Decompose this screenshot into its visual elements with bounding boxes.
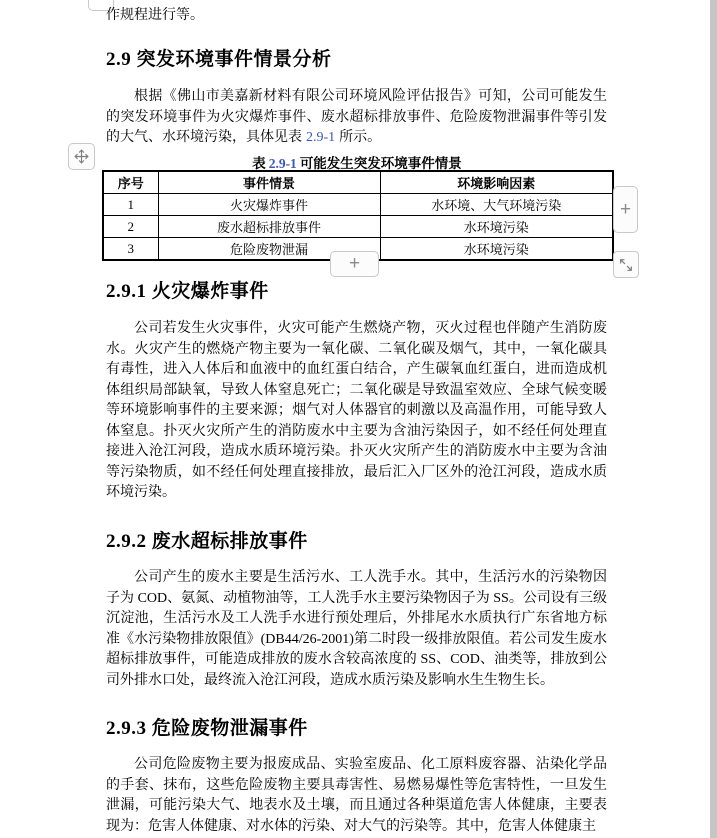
table-cell: 2 <box>103 216 158 238</box>
table-header-cell: 环境影响因素 <box>380 171 613 194</box>
move-icon <box>73 148 90 165</box>
caption-ref-number: 2.9-1 <box>268 156 297 171</box>
table-cell: 火灾爆炸事件 <box>158 194 380 216</box>
table-expand-button[interactable] <box>613 251 639 278</box>
table-cell: 3 <box>103 238 158 261</box>
section-heading-2-9-3: 2.9.3 危险废物泄漏事件 <box>106 718 308 739</box>
intro-paragraph <box>106 87 607 149</box>
table-ref-link[interactable]: 2.9-1 <box>306 130 336 145</box>
section-heading-2-9-1: 2.9.1 火灾爆炸事件 <box>106 281 269 302</box>
section-2-9-2-paragraph: 公司产生的废水主要是生活污水、工人洗手水。其中，生活污水的污染物因子为 COD、氨氮、动植物油等，工人洗手水主要污染物因子为 SS。公司设有三级沉淀池，生活污水及工人洗手水进行预处理后，外排尾水水质执行广东省地方标准《水污染物排放限值》(DB44/26-2001)第二时段一级排放限值。若公司发生废水超标排放事件，可能造成排放的废水含较高浓度的 SS、COD、油类等，排放到公司外排水口处，最终流入沧江河段，造成水质污染及影响水生生物生长。 <box>106 570 607 688</box>
paragraph-fragment: 作规程进行等。 <box>106 8 204 23</box>
table-cell: 废水超标排放事件 <box>158 216 380 238</box>
table-insert-below-button[interactable] <box>330 251 379 277</box>
table-cell: 危险废物泄漏 <box>158 238 380 261</box>
caption-title: 可能发生突发环境事件情景 <box>299 156 462 171</box>
vertical-scrollbar[interactable] <box>710 0 717 838</box>
table-caption <box>102 152 612 172</box>
intro-text-before: 根据《佛山市美嘉新材料有限公司环境风险评估报告》可知，公司可能发生的突发环境事件为火灾爆炸事件、废水超标排放事件、危险废物泄漏事件等引发的大气、水环境污染，具体见表 <box>106 89 607 145</box>
table-move-handle[interactable] <box>68 143 95 170</box>
plus-icon: + <box>348 253 361 274</box>
section-2-9-1-paragraph: 公司若发生火灾事件，火灾可能产生燃烧产物，灭火过程也伴随产生消防废水。火灾产生的燃烧产物主要为一氧化碳、二氧化碳及烟气，其中，一氧化碳具有毒性，进入人体后和血液中的血红蛋白结合，产生碳氧血红蛋白，进而造成机体组织局部缺氧，导致人体窒息死亡；二氧化碳是导致温室效应、全球气候变暖等环境影响事件的主要来源；烟气对人体器官的刺激以及高温作用，可能导致人体窒息。扑灭火灾所产生的消防废水中主要为含油污染因子，如不经任何处理直接进入沧江河段，造成水质环境污染。扑灭火灾所产生的消防废水中主要为含油等污染物质，如不经任何处理直接排放，最后汇入厂区外的沧江河段，造成水质环境污染。 <box>106 321 607 500</box>
table-cell: 水环境污染 <box>380 216 613 238</box>
table-header-row <box>103 171 613 194</box>
table-cell: 水环境、大气环境污染 <box>380 194 613 216</box>
table-cell: 水环境污染 <box>380 238 613 261</box>
table-row <box>103 194 613 216</box>
caption-prefix: 表 <box>252 156 266 171</box>
plus-icon: + <box>619 198 632 220</box>
table-cell: 1 <box>103 194 158 216</box>
table-header-cell: 序号 <box>103 171 158 194</box>
table-header-cell: 事件情景 <box>158 171 380 194</box>
section-heading-2-9-2: 2.9.2 废水超标排放事件 <box>106 531 308 552</box>
table-row <box>103 216 613 238</box>
expand-icon <box>618 257 634 273</box>
section-2-9-3-paragraph: 公司危险废物主要为报废成品、实验室废品、化工原料废容器、沾染化学品的手套、抹布，这些危险废物主要具毒害性、易燃易爆性等危害特性，一旦发生泄漏，可能污染大气、地表水及土壤，而且通过各种渠道危害人体健康，主要表现为：危害人体健康、对水体的污染、对大气的污染等。其中，危害人体健康主 <box>106 757 607 834</box>
table-insert-right-button[interactable] <box>613 186 638 233</box>
event-scenario-table <box>102 170 614 261</box>
intro-text-after: 所示。 <box>339 130 382 145</box>
section-heading-2-9: 2.9 突发环境事件情景分析 <box>106 49 332 70</box>
